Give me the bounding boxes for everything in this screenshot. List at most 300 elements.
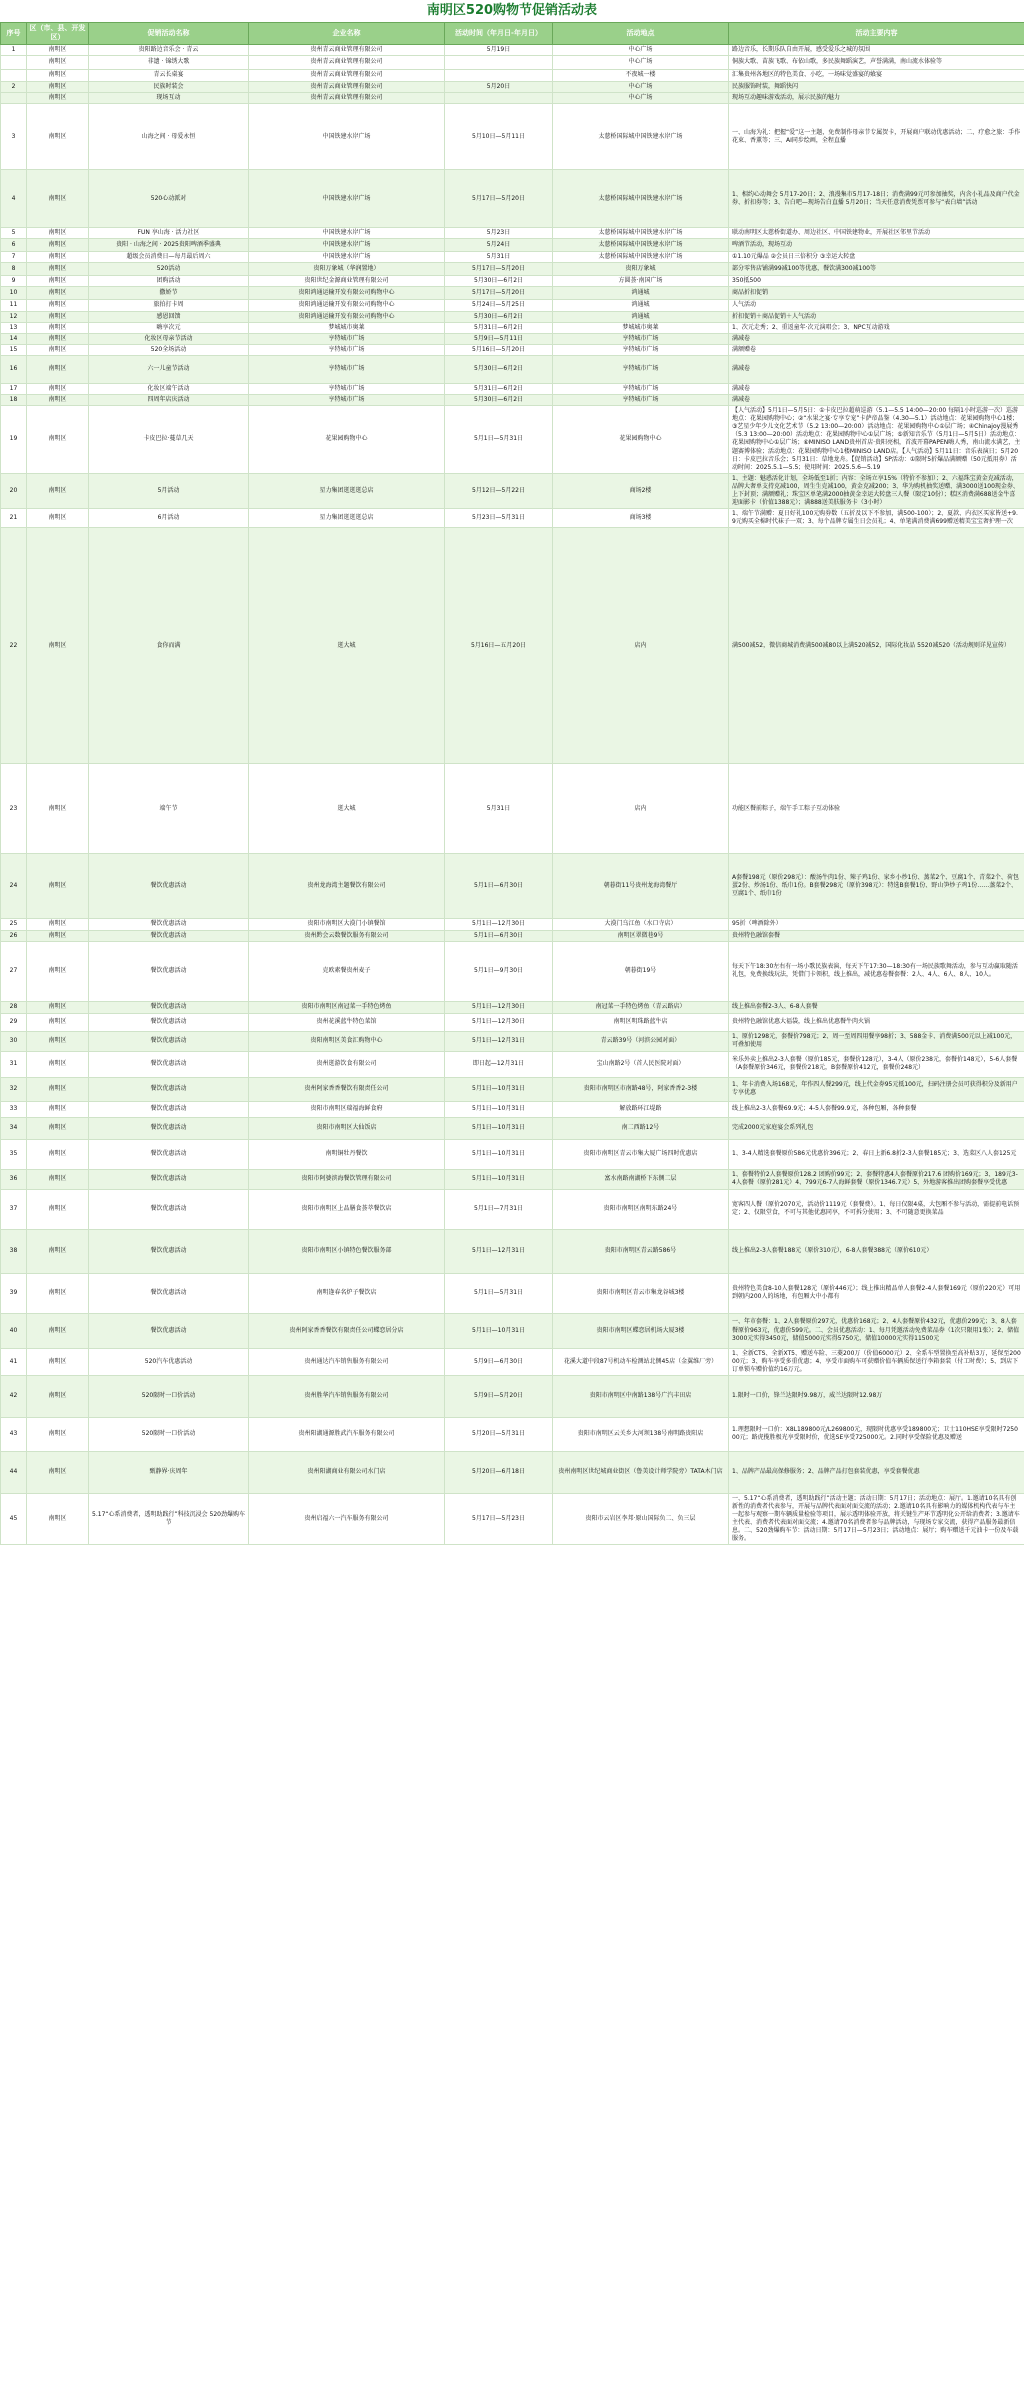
cell-content: 联动南明区太慈桥街道办、周边社区、中国铁建物业，开展社区邻里节活动 <box>729 228 1024 239</box>
cell-location: 贵阳市南明区市南路48号，阿家香香2-3楼 <box>553 1077 729 1101</box>
cell-location: 贵阳市南明区蝶恋居机场大厦3楼 <box>553 1313 729 1348</box>
table-row <box>1 509 1024 528</box>
cell-activity-name: 餐饮优惠活动 <box>89 1101 249 1117</box>
cell-time: 5月12日—5月22日 <box>445 473 553 508</box>
cell-company: 花果园购物中心 <box>249 406 445 474</box>
cell-time: 5月31日—6月2日 <box>445 322 553 333</box>
cell-content: A套餐198元（原价298元）：酸汤牛肉1份、辣子鸡1份、家乡小炒1份、蒸菜2个、豆腐1个、青菜2个、荷包蛋2份、炒汤1份、纸巾1份。B套餐298元（原价398元）：特选B套餐1份、野山笋炒子鸡1份……蒸菜2个、豆腐1个、纸巾1份 <box>729 854 1024 919</box>
cell-location: 朝暮街11号贵州龙海湾餐厅 <box>553 854 729 919</box>
cell-time: 5月9日—5月11日 <box>445 333 553 344</box>
cell-activity-name: 贵阳 · 山海之间 · 2025贵阳啤酒季盛典 <box>89 239 249 252</box>
cell-content: 【人气活动】5月1日—5月5日：①卡皮巴拉超萌巡游（5.1—5.5 14:00—20:00 每隔1小时巡游一次）巡游地点：花果园购物中心；②“水果之宴·专享专宠”卡萨帝品鉴（4.30—5.1）活动地点：花果园购物中心1楼；③艺星少年少儿文化艺术节（5.2 13:00—20:00）活动地点：花果园购物中心①层广场；④Chinajoy漫展秀（5.3 13:00—20:00）活动地点：花果园购物中心①层广场；⑤新知音乐节（5月1日—5月5日）活动地点：花果园购物中心①层广场；⑥MINISO LAND贵州首店·贵阳亮相，首波开幕PAPEN嗨人秀，南山流水满艺，主题赛博体验；活动地点：花果园购物中心1楼MINISO LAND店。【人气活动】5月11日：音乐表演日；5月20日：卡皮巴拉音乐会；5月31日：草地龙舟。【促销活动】SP活动：①限时5折爆品满额赠（50元抵用券）活动时间：2025.5.1—5.5；使用时间：2025.5.6—5.19 <box>729 406 1024 474</box>
table-row <box>1 930 1024 941</box>
cell-activity-name: 现场互动 <box>89 93 249 104</box>
cell-district: 南明区 <box>27 395 89 406</box>
cell-district: 南明区 <box>27 1348 89 1375</box>
cell-location: 南明区明珠路蓝牛店 <box>553 1013 729 1031</box>
cell-company: 贵阳万象城（华润置地） <box>249 263 445 276</box>
cell-company: 梦城城市奥莱 <box>249 322 445 333</box>
cell-activity-name: 520活动 <box>89 263 249 276</box>
table-row <box>1 473 1024 508</box>
cell-index: 45 <box>1 1493 27 1545</box>
cell-district: 南明区 <box>27 322 89 333</box>
cell-company: 贵阳市南明区瑞福海鲜食府 <box>249 1101 445 1117</box>
table-row <box>1 1417 1024 1451</box>
cell-activity-name: 超级会员消费日—每月最后周六 <box>89 252 249 263</box>
cell-time: 5月17日—5月20日 <box>445 263 553 276</box>
cell-content: 米乐外卖上推出2-3人套餐（原价185元，套餐价128元），3-4人（原价238元，套餐价148元），5-6人套餐（A套餐原价346元，套餐价218元，B套餐原价412元，套餐价248元） <box>729 1051 1024 1077</box>
table-row <box>1 170 1024 228</box>
cell-location: 亨特城市广场 <box>553 395 729 406</box>
cell-time: 5月23日—5月31日 <box>445 509 553 528</box>
cell-index: 17 <box>1 383 27 394</box>
cell-content: 贵州特色美食8-10人套餐128元（原价446元）；线上推出精品单人套餐2-4人套餐169元（原价220元）可用到朝内200人的场地，有包厢大中小都有 <box>729 1273 1024 1313</box>
header-company: 企业名称 <box>249 23 445 45</box>
cell-district: 南明区 <box>27 930 89 941</box>
cell-district: 南明区 <box>27 1417 89 1451</box>
cell-activity-name: 甄静界·庆周年 <box>89 1451 249 1493</box>
cell-location: 太慈桥国际城中国铁建水岸广场 <box>553 252 729 263</box>
cell-company: 星力集团逛逛逛总店 <box>249 473 445 508</box>
cell-company: 亨特城市广场 <box>249 355 445 383</box>
cell-time: 5月9日—5月20日 <box>445 1375 553 1417</box>
cell-content: 贵州特色融馆优惠大福袋，线上推出优惠餐牛肉火锅 <box>729 1013 1024 1031</box>
cell-index: 27 <box>1 941 27 1001</box>
table-row <box>1 1013 1024 1031</box>
cell-district: 南明区 <box>27 1313 89 1348</box>
cell-index: 11 <box>1 300 27 311</box>
cell-index: 33 <box>1 1101 27 1117</box>
table-row <box>1 239 1024 252</box>
cell-index: 10 <box>1 287 27 300</box>
table-row <box>1 311 1024 322</box>
cell-company: 贵州青云商业管理有限公司 <box>249 44 445 55</box>
cell-activity-name: 餐饮优惠活动 <box>89 854 249 919</box>
cell-company: 贵州阿家香香餐饮有限责任公司 <box>249 1077 445 1101</box>
table-row <box>1 228 1024 239</box>
cell-time: 5月20日—6月18日 <box>445 1451 553 1493</box>
cell-district: 南明区 <box>27 1229 89 1273</box>
header-content: 活动主要内容 <box>729 23 1024 45</box>
cell-location: 花溪大道中段87号机动车检测站北侧45店（金翼维厂旁） <box>553 1348 729 1375</box>
cell-company: 贵阳市南明区大漠门小镇餐馆 <box>249 919 445 930</box>
cell-activity-name: 嗨享次元 <box>89 322 249 333</box>
cell-index: 8 <box>1 263 27 276</box>
cell-time <box>445 69 553 81</box>
cell-district: 南明区 <box>27 104 89 170</box>
cell-index: 15 <box>1 344 27 355</box>
cell-index: 40 <box>1 1313 27 1348</box>
cell-index: 28 <box>1 1001 27 1013</box>
cell-index: 4 <box>1 170 27 228</box>
cell-company: 贵州龙海湾主题餐饮有限公司 <box>249 854 445 919</box>
cell-location: 鸿通城 <box>553 311 729 322</box>
cell-content: 满500减52，微信商城消费满500减80以上满520减52，国际化妆品 5520减520（活动规则详见宣传） <box>729 528 1024 764</box>
cell-content: 350抵500 <box>729 276 1024 287</box>
cell-index: 9 <box>1 276 27 287</box>
cell-content: 汇集贵州各地区的特色美食、小吃，一场味觉盛宴的飨宴 <box>729 69 1024 81</box>
cell-activity-name: 餐饮优惠活动 <box>89 919 249 930</box>
cell-district: 南明区 <box>27 1101 89 1117</box>
cell-district: 南明区 <box>27 509 89 528</box>
cell-index: 19 <box>1 406 27 474</box>
cell-time: 5月1日—12月30日 <box>445 1013 553 1031</box>
cell-content: 1、年卡消费入场168元，年作四人餐299元，线上代金券95元抵100元，扫码注册会员可获得积分及新用户专享优惠 <box>729 1077 1024 1101</box>
cell-index: 34 <box>1 1117 27 1139</box>
cell-district: 南明区 <box>27 311 89 322</box>
cell-district: 南明区 <box>27 287 89 300</box>
cell-district: 南明区 <box>27 333 89 344</box>
cell-location: 中心广场 <box>553 81 729 92</box>
cell-time: 5月10日—5月11日 <box>445 104 553 170</box>
cell-company: 贵州阳湖商业有限公司水门店 <box>249 1451 445 1493</box>
cell-activity-name: 餐饮优惠活动 <box>89 1001 249 1013</box>
cell-district: 南明区 <box>27 1273 89 1313</box>
cell-activity-name: 餐饮优惠活动 <box>89 1169 249 1189</box>
cell-district: 南明区 <box>27 228 89 239</box>
cell-content: 1、端午节满赠：夏日好礼100元购券数（五折及以下不参加，满500-100）；2、夏款、内衣区买家皆送+9.9元购买全棉时代袜子一双；3、每个品牌专属生日会员礼；4、单笔满消费满699赠送精美宝宝奢护理一次 <box>729 509 1024 528</box>
cell-content: 95折（啤酒除外） <box>729 919 1024 930</box>
cell-company: 星力集团逛逛逛总店 <box>249 509 445 528</box>
cell-time: 5月1日—10月31日 <box>445 1117 553 1139</box>
cell-district: 南明区 <box>27 528 89 764</box>
cell-content: ①1.10元爆品 ②会员日三倍积分 ③幸运大转盘 <box>729 252 1024 263</box>
table-row <box>1 344 1024 355</box>
cell-location: 朝暮街19号 <box>553 941 729 1001</box>
cell-content: 1、3-4人精选套餐原价586元优惠价396元；2、春日上新6.8折2-3人套餐185元；3、选菜区八人套125元 <box>729 1139 1024 1169</box>
table-row <box>1 1313 1024 1348</box>
cell-district: 南明区 <box>27 1493 89 1545</box>
table-row <box>1 395 1024 406</box>
cell-content: 一、5.17“心系消费者，透明助践行”活动主题；活动日期：5月17日；活动地点：展厅。1.邀请10名具有创新性的消费者代表参与，开展与品牌代表面对面交流的活动；2.邀请10名具有影响力的媒体机构代表与车主一起参与观察一期车辆质量检验等项目，展示透明体验开放，将关键生产环节透明化公开给消费者；3.邀请车主代表、消费者代表面对面交流；4.邀请70名消费者参与品牌活动，与现场专家交流，获得产品服务最新信息。二、520劲爆购车节：活动日期：5月17日—5月23日；活动地点：展厅；购车赠送千元油卡一份及车载服务。 <box>729 1493 1024 1545</box>
cell-activity-name: 青云长桌宴 <box>89 69 249 81</box>
cell-company: 中国铁建水岸广场 <box>249 170 445 228</box>
cell-activity-name: 餐饮优惠活动 <box>89 1077 249 1101</box>
cell-content: 折扣促销＋商品促销＋人气活动 <box>729 311 1024 322</box>
cell-activity-name: 撒娇节 <box>89 287 249 300</box>
cell-location: 亨特城市广场 <box>553 344 729 355</box>
table-row <box>1 919 1024 930</box>
table-row <box>1 1077 1024 1101</box>
table-row <box>1 1031 1024 1051</box>
cell-company: 贵州黔会云数餐饮服务有限公司 <box>249 930 445 941</box>
cell-district: 南明区 <box>27 1117 89 1139</box>
cell-activity-name: 餐饮优惠活动 <box>89 1013 249 1031</box>
cell-content: 贵州特色融馆套餐 <box>729 930 1024 941</box>
cell-time: 5月16日—五月20日 <box>445 528 553 764</box>
cell-activity-name: FUN 享山海 · 活力社区 <box>89 228 249 239</box>
cell-company: 亨特城市广场 <box>249 395 445 406</box>
cell-district: 南明区 <box>27 355 89 383</box>
cell-company: 贵州通达汽车销售服务有限公司 <box>249 1348 445 1375</box>
cell-content: 1、相约心动舞会 5月17-20日；2、浪漫集市5月17-18日；消费满99元可参加抽奖，内含小礼品及商户代金券、折扣券等；3、告白吧—现场告白直播 5月20日；当天任意消费凭票可参与“表白墙”活动 <box>729 170 1024 228</box>
table-row <box>1 1117 1024 1139</box>
cell-index: 35 <box>1 1139 27 1169</box>
cell-index: 23 <box>1 764 27 854</box>
cell-company: 贵州青云商业管理有限公司 <box>249 55 445 69</box>
cell-time: 5月1日—10月31日 <box>445 1139 553 1169</box>
cell-company: 贵阳市南明区大仙饭店 <box>249 1117 445 1139</box>
cell-company: 贵州逛游饮食有限公司 <box>249 1051 445 1077</box>
header-time: 活动时间（年月日-年月日） <box>445 23 553 45</box>
cell-time: 5月31日 <box>445 764 553 854</box>
cell-content: 线上推出2-3人套餐69.9元；4-5人套餐99.9元，各种包厢，各种套餐 <box>729 1101 1024 1117</box>
cell-time: 5月16日—5月20日 <box>445 344 553 355</box>
cell-location: 贵阳市南明区云关乡大河坝138号南明路贵阳店 <box>553 1417 729 1451</box>
cell-company: 贵州青云商业管理有限公司 <box>249 69 445 81</box>
cell-activity-name: 旅拍打卡周 <box>89 300 249 311</box>
cell-time: 5月23日 <box>445 228 553 239</box>
table-row <box>1 1375 1024 1417</box>
cell-content: 功能区餐前粽子，端午手工粽子互动体验 <box>729 764 1024 854</box>
table-header-row <box>1 23 1024 45</box>
cell-location: 中心广场 <box>553 44 729 55</box>
table-row <box>1 1189 1024 1229</box>
cell-time: 5月24日—5月25日 <box>445 300 553 311</box>
cell-company: 贵阳鸿通运输开发有限公司购物中心 <box>249 287 445 300</box>
cell-location: 鸿通城 <box>553 300 729 311</box>
cell-district: 南明区 <box>27 344 89 355</box>
table-row <box>1 44 1024 55</box>
cell-district: 南明区 <box>27 1139 89 1169</box>
cell-index: 42 <box>1 1375 27 1417</box>
cell-location: 富水南路南湖桥下东侧二层 <box>553 1169 729 1189</box>
cell-district: 南明区 <box>27 55 89 69</box>
table-row <box>1 287 1024 300</box>
cell-index: 20 <box>1 473 27 508</box>
cell-time: 5月30日—6月2日 <box>445 355 553 383</box>
cell-district: 南明区 <box>27 1001 89 1013</box>
table-row <box>1 1493 1024 1545</box>
cell-content: 1、品牌产品最高保修服务；2、品牌产品打包套装优惠，享受套餐优惠 <box>729 1451 1024 1493</box>
table-row <box>1 355 1024 383</box>
header-location: 活动地点 <box>553 23 729 45</box>
cell-activity-name: 餐饮优惠活动 <box>89 930 249 941</box>
cell-company: 贵阳南明区美食汇购物中心 <box>249 1031 445 1051</box>
cell-content: 人气活动 <box>729 300 1024 311</box>
cell-location: 贵阳市南明区青云市集大厦广场四时优惠店 <box>553 1139 729 1169</box>
cell-company: 中国铁建水岸广场 <box>249 228 445 239</box>
cell-activity-name: 贵阳路边音乐会 · 青云 <box>89 44 249 55</box>
cell-location: 商场2楼 <box>553 473 729 508</box>
table-row <box>1 276 1024 287</box>
cell-index: 2 <box>1 81 27 92</box>
cell-time: 5月1日—10月31日 <box>445 1313 553 1348</box>
cell-time: 5月20日—5月31日 <box>445 1417 553 1451</box>
cell-content: 部分零售店铺满99减100等优惠，餐饮满300减100等 <box>729 263 1024 276</box>
table-row <box>1 854 1024 919</box>
cell-district: 南明区 <box>27 764 89 854</box>
table-row <box>1 528 1024 764</box>
table-row <box>1 1001 1024 1013</box>
cell-time: 5月1日—12月31日 <box>445 1031 553 1051</box>
cell-company: 中国铁建水岸广场 <box>249 252 445 263</box>
cell-time: 5月31日—6月2日 <box>445 383 553 394</box>
cell-index: 39 <box>1 1273 27 1313</box>
cell-content: 一、年市套餐：1、2人套餐原价297元，优惠价168元；2、4人套餐原价432元，优惠价299元；3、8人套餐原价963元，优惠价599元。二、会员优惠活动：1、每月凭邀活动免费菜品券（1次只限用1张）；2、储值3000元实得3450元，储值5000元实得5750元，储值10000元实得11500元 <box>729 1313 1024 1348</box>
cell-company: 贵州阿家香香餐饮有限责任公司蝶恋居分店 <box>249 1313 445 1348</box>
cell-activity-name: 餐饮优惠活动 <box>89 1273 249 1313</box>
cell-content: 满减卷 <box>729 333 1024 344</box>
table-row <box>1 941 1024 1001</box>
cell-company: 南明铜牡丹餐饮 <box>249 1139 445 1169</box>
cell-company: 贵阳市南明区小镇特色餐饮服务部 <box>249 1229 445 1273</box>
cell-index: 44 <box>1 1451 27 1493</box>
cell-district: 南明区 <box>27 1375 89 1417</box>
cell-index: 6 <box>1 239 27 252</box>
cell-activity-name: 化妆区端午活动 <box>89 383 249 394</box>
cell-district: 南明区 <box>27 170 89 228</box>
cell-company: 贵州青云商业管理有限公司 <box>249 81 445 92</box>
cell-index: 36 <box>1 1169 27 1189</box>
cell-location: 亨特城市广场 <box>553 333 729 344</box>
cell-content: 侗族大歌、苗族飞歌、布依山歌，多民族舞蹈演艺，声誉满满，南山流水体验等 <box>729 55 1024 69</box>
cell-company: 贵州花溪蓝牛特色菜馆 <box>249 1013 445 1031</box>
cell-district: 南明区 <box>27 81 89 92</box>
table-row <box>1 406 1024 474</box>
cell-location: 太慈桥国际城中国铁建水岸广场 <box>553 104 729 170</box>
cell-location: 贵阳万象城 <box>553 263 729 276</box>
cell-district: 南明区 <box>27 69 89 81</box>
cell-company: 贵州阳湖通源胜武汽车服务有限公司 <box>249 1417 445 1451</box>
cell-location: 梦城城市奥莱 <box>553 322 729 333</box>
table-row <box>1 252 1024 263</box>
table-row <box>1 322 1024 333</box>
table-row <box>1 93 1024 104</box>
cell-company: 亨特城市广场 <box>249 383 445 394</box>
cell-index: 24 <box>1 854 27 919</box>
cell-company: 贵阳市南明区上品膳食荟萃餐饮店 <box>249 1189 445 1229</box>
cell-district: 南明区 <box>27 1031 89 1051</box>
cell-location: 大漠门乌江鱼（水口寺店） <box>553 919 729 930</box>
cell-content: 1.限时一口价，锋兰达限时9.98万，威兰达限时12.98万 <box>729 1375 1024 1417</box>
cell-content: 1.理想限时一口价：X8L189800元/L269800元，现限时优惠享受189800元；卫士110HSE享受限时725000元；路虎揽胜极光享受限时价，优选SE享受725000元。2.同时享受保险优惠及赠送 <box>729 1417 1024 1451</box>
cell-time: 5月1日—12月30日 <box>445 1001 553 1013</box>
cell-location: 贵阳市南明区南明东路24号 <box>553 1189 729 1229</box>
cell-activity-name: 山海之间 · 母爱永恒 <box>89 104 249 170</box>
cell-location: 贵阳市南明区青云市集龙谷城3楼 <box>553 1273 729 1313</box>
table-row <box>1 263 1024 276</box>
cell-time: 5月1日—12月30日 <box>445 919 553 930</box>
table-row <box>1 104 1024 170</box>
cell-activity-name: 餐饮优惠活动 <box>89 1313 249 1348</box>
cell-index: 14 <box>1 333 27 344</box>
cell-location: 南明区翠微巷9号 <box>553 930 729 941</box>
table-row <box>1 1051 1024 1077</box>
cell-time: 5月1日—12月31日 <box>445 1229 553 1273</box>
cell-content: 每天下午18:30左右有一场小歌民族表演，每天下午17:30—18:30有一场民族歌舞活动，参与互动赢取随活礼包，免费换线玩法，凭借门卡领积，线上推出，减优惠卷餐套餐：2人、4人、6人、8人、10人。 <box>729 941 1024 1001</box>
cell-content: 一、山海为礼：把握“爱”这一主题，免费制作母亲节专属贺卡，开展商户联动优惠活动；二、疗愈之旅：手作花束、香薰等；三、AI同步绘画，全程直播 <box>729 104 1024 170</box>
cell-location: 贵阳市南明区中南路138号广汽丰田店 <box>553 1375 729 1417</box>
cell-index: 31 <box>1 1051 27 1077</box>
cell-location: 贵阳市云岩区李邦·原山国际负二、负三层 <box>553 1493 729 1545</box>
cell-location: 商场3楼 <box>553 509 729 528</box>
cell-index: 29 <box>1 1013 27 1031</box>
cell-index: 22 <box>1 528 27 764</box>
cell-activity-name: 餐饮优惠活动 <box>89 941 249 1001</box>
cell-location: 店内 <box>553 764 729 854</box>
cell-location: 中心广场 <box>553 55 729 69</box>
table-row <box>1 333 1024 344</box>
cell-index: 43 <box>1 1417 27 1451</box>
cell-district: 南明区 <box>27 1189 89 1229</box>
cell-activity-name: 餐饮优惠活动 <box>89 1189 249 1229</box>
cell-activity-name: 5月活动 <box>89 473 249 508</box>
cell-activity-name: 感恩回馈 <box>89 311 249 322</box>
cell-activity-name: 化妆区母亲节活动 <box>89 333 249 344</box>
cell-company: 贵州启福六一汽车服务有限公司 <box>249 1493 445 1545</box>
cell-location: 南二西路12号 <box>553 1117 729 1139</box>
cell-content: 满减卷 <box>729 395 1024 406</box>
cell-content: 1、原价1298元，套餐价798元；2、周一至周四用餐享98折；3、588金卡、消费满500元以上减100元，可叠加使用 <box>729 1031 1024 1051</box>
cell-index: 41 <box>1 1348 27 1375</box>
cell-activity-name: 四周年店庆活动 <box>89 395 249 406</box>
cell-company: 贵阳市南明区南冠菜一手特色烤鱼 <box>249 1001 445 1013</box>
cell-location: 中心广场 <box>553 93 729 104</box>
cell-activity-name: 520全场活动 <box>89 344 249 355</box>
cell-time: 5月17日—5月20日 <box>445 287 553 300</box>
table-row <box>1 1169 1024 1189</box>
cell-district: 南明区 <box>27 239 89 252</box>
table-row <box>1 1273 1024 1313</box>
cell-activity-name: 520汽车优惠活动 <box>89 1348 249 1375</box>
cell-company: 逛大城 <box>249 764 445 854</box>
cell-location: 宝山南路2号（首人民医院对面） <box>553 1051 729 1077</box>
cell-content: 啤酒节活动，现场互动 <box>729 239 1024 252</box>
table-row <box>1 1101 1024 1117</box>
cell-activity-name: 团购活动 <box>89 276 249 287</box>
cell-district: 南明区 <box>27 854 89 919</box>
cell-location: 南冠菜一手特色烤鱼（青云路店） <box>553 1001 729 1013</box>
cell-company: 贵州青云商业管理有限公司 <box>249 93 445 104</box>
cell-time: 5月30日—6月2日 <box>445 276 553 287</box>
cell-company: 贵阳鸿通运输开发有限公司购物中心 <box>249 300 445 311</box>
cell-time: 5月9日—6月30日 <box>445 1348 553 1375</box>
cell-index: 32 <box>1 1077 27 1101</box>
cell-time: 5月1日—10月31日 <box>445 1101 553 1117</box>
cell-company: 中国铁建水岸广场 <box>249 104 445 170</box>
cell-district: 南明区 <box>27 1169 89 1189</box>
cell-index: 25 <box>1 919 27 930</box>
cell-district: 南明区 <box>27 1077 89 1101</box>
cell-location: 方圆荟·南国广场 <box>553 276 729 287</box>
header-index: 序号 <box>1 23 27 45</box>
cell-time <box>445 93 553 104</box>
cell-time: 5月30日—6月2日 <box>445 395 553 406</box>
cell-location: 贵阳市南明区青云路586号 <box>553 1229 729 1273</box>
cell-district: 南明区 <box>27 263 89 276</box>
cell-district: 南明区 <box>27 252 89 263</box>
cell-district: 南明区 <box>27 300 89 311</box>
cell-content: 路边音乐，长期乐队自由开展，感受爱乐之城的氛围 <box>729 44 1024 55</box>
cell-location: 太慈桥国际城中国铁建水岸广场 <box>553 228 729 239</box>
table-row <box>1 55 1024 69</box>
table-row <box>1 81 1024 92</box>
cell-time <box>445 55 553 69</box>
cell-content: 线上推出2-3人套餐188元（原价310元），6-8人套餐388元（原价610元） <box>729 1229 1024 1273</box>
cell-time: 5月1日—6月30日 <box>445 930 553 941</box>
cell-location: 店内 <box>553 528 729 764</box>
cell-location: 鸿通城 <box>553 287 729 300</box>
cell-activity-name: 端午节 <box>89 764 249 854</box>
cell-activity-name: 卡皮巴拉·蔓草几天 <box>89 406 249 474</box>
cell-activity-name: 520心动派对 <box>89 170 249 228</box>
cell-content: 满减卷 <box>729 383 1024 394</box>
cell-district: 南明区 <box>27 276 89 287</box>
cell-time: 5月1日—9月30日 <box>445 941 553 1001</box>
cell-time: 5月1日—5月31日 <box>445 406 553 474</box>
cell-time: 5月1日—6月30日 <box>445 854 553 919</box>
